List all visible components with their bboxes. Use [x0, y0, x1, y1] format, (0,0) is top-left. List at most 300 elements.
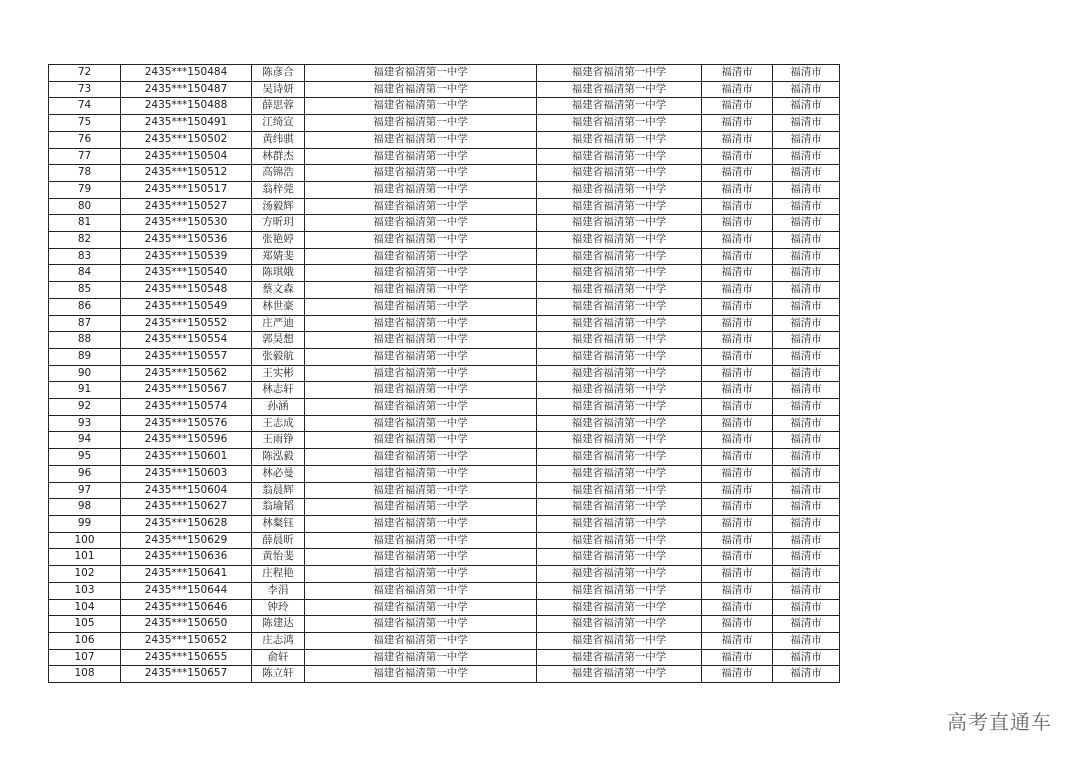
city-secondary-cell: 福清市 [773, 365, 840, 382]
school-cell: 福建省福清第一中学 [305, 549, 537, 566]
school-secondary-cell: 福建省福清第一中学 [537, 232, 702, 249]
exam-id-cell: 2435***150636 [121, 549, 252, 566]
city-secondary-cell: 福清市 [773, 165, 840, 182]
school-cell: 福建省福清第一中学 [305, 98, 537, 115]
city-secondary-cell: 福清市 [773, 465, 840, 482]
table-row [49, 549, 840, 566]
school-secondary-cell: 福建省福清第一中学 [537, 298, 702, 315]
school-cell: 福建省福清第一中学 [305, 81, 537, 98]
city-secondary-cell: 福清市 [773, 98, 840, 115]
student-name-cell: 李涓 [252, 582, 305, 599]
school-cell: 福建省福清第一中学 [305, 365, 537, 382]
city-secondary-cell: 福清市 [773, 632, 840, 649]
exam-id-cell: 2435***150628 [121, 515, 252, 532]
school-secondary-cell: 福建省福清第一中学 [537, 449, 702, 466]
serial-cell: 88 [49, 332, 121, 349]
table-row [49, 348, 840, 365]
school-cell: 福建省福清第一中学 [305, 432, 537, 449]
student-name-cell: 林志轩 [252, 382, 305, 399]
city-cell: 福清市 [702, 98, 773, 115]
city-cell: 福清市 [702, 515, 773, 532]
serial-cell: 85 [49, 282, 121, 299]
city-secondary-cell: 福清市 [773, 215, 840, 232]
city-cell: 福清市 [702, 282, 773, 299]
student-name-cell: 王实彬 [252, 365, 305, 382]
serial-cell: 97 [49, 482, 121, 499]
student-name-cell: 汤毅辉 [252, 198, 305, 215]
student-name-cell: 孙涵 [252, 399, 305, 416]
school-cell: 福建省福清第一中学 [305, 248, 537, 265]
city-cell: 福清市 [702, 582, 773, 599]
city-cell: 福清市 [702, 81, 773, 98]
city-cell: 福清市 [702, 399, 773, 416]
serial-cell: 102 [49, 566, 121, 583]
school-secondary-cell: 福建省福清第一中学 [537, 198, 702, 215]
school-secondary-cell: 福建省福清第一中学 [537, 382, 702, 399]
table-row [49, 515, 840, 532]
city-secondary-cell: 福清市 [773, 449, 840, 466]
student-name-cell: 陈琪娥 [252, 265, 305, 282]
city-cell: 福清市 [702, 382, 773, 399]
school-cell: 福建省福清第一中学 [305, 65, 537, 82]
school-cell: 福建省福清第一中学 [305, 515, 537, 532]
exam-id-cell: 2435***150627 [121, 499, 252, 516]
city-secondary-cell: 福清市 [773, 515, 840, 532]
school-secondary-cell: 福建省福清第一中学 [537, 499, 702, 516]
table-row [49, 65, 840, 82]
school-cell: 福建省福清第一中学 [305, 282, 537, 299]
school-cell: 福建省福清第一中学 [305, 232, 537, 249]
serial-cell: 81 [49, 215, 121, 232]
table-row [49, 332, 840, 349]
student-name-cell: 林必曼 [252, 465, 305, 482]
student-name-cell: 陈彦合 [252, 65, 305, 82]
city-cell: 福清市 [702, 649, 773, 666]
serial-cell: 98 [49, 499, 121, 516]
student-name-cell: 江绮宣 [252, 115, 305, 132]
exam-id-cell: 2435***150650 [121, 616, 252, 633]
student-name-cell: 庄志鸿 [252, 632, 305, 649]
table-row [49, 582, 840, 599]
city-cell: 福清市 [702, 181, 773, 198]
school-cell: 福建省福清第一中学 [305, 265, 537, 282]
school-secondary-cell: 福建省福清第一中学 [537, 148, 702, 165]
exam-id-cell: 2435***150540 [121, 265, 252, 282]
school-secondary-cell: 福建省福清第一中学 [537, 332, 702, 349]
school-cell: 福建省福清第一中学 [305, 131, 537, 148]
student-name-cell: 郭昊想 [252, 332, 305, 349]
table-row [49, 649, 840, 666]
school-cell: 福建省福清第一中学 [305, 382, 537, 399]
city-cell: 福清市 [702, 465, 773, 482]
school-secondary-cell: 福建省福清第一中学 [537, 465, 702, 482]
city-secondary-cell: 福清市 [773, 348, 840, 365]
school-secondary-cell: 福建省福清第一中学 [537, 482, 702, 499]
city-secondary-cell: 福清市 [773, 399, 840, 416]
student-name-cell: 俞轩 [252, 649, 305, 666]
table-row [49, 632, 840, 649]
student-name-cell: 庄程艳 [252, 566, 305, 583]
city-secondary-cell: 福清市 [773, 332, 840, 349]
exam-id-cell: 2435***150504 [121, 148, 252, 165]
city-cell: 福清市 [702, 566, 773, 583]
exam-id-cell: 2435***150652 [121, 632, 252, 649]
student-name-cell: 薛晨昕 [252, 532, 305, 549]
city-secondary-cell: 福清市 [773, 549, 840, 566]
school-cell: 福建省福清第一中学 [305, 499, 537, 516]
school-cell: 福建省福清第一中学 [305, 181, 537, 198]
city-cell: 福清市 [702, 666, 773, 683]
school-secondary-cell: 福建省福清第一中学 [537, 315, 702, 332]
city-secondary-cell: 福清市 [773, 265, 840, 282]
school-cell: 福建省福清第一中学 [305, 148, 537, 165]
exam-id-cell: 2435***150655 [121, 649, 252, 666]
table-row [49, 232, 840, 249]
school-secondary-cell: 福建省福清第一中学 [537, 549, 702, 566]
city-secondary-cell: 福清市 [773, 282, 840, 299]
serial-cell: 93 [49, 415, 121, 432]
city-cell: 福清市 [702, 131, 773, 148]
school-cell: 福建省福清第一中学 [305, 348, 537, 365]
city-cell: 福清市 [702, 449, 773, 466]
city-cell: 福清市 [702, 165, 773, 182]
serial-cell: 79 [49, 181, 121, 198]
school-cell: 福建省福清第一中学 [305, 465, 537, 482]
school-cell: 福建省福清第一中学 [305, 566, 537, 583]
city-secondary-cell: 福清市 [773, 566, 840, 583]
student-name-cell: 方昕玥 [252, 215, 305, 232]
school-secondary-cell: 福建省福清第一中学 [537, 248, 702, 265]
student-name-cell: 翁梓莞 [252, 181, 305, 198]
city-secondary-cell: 福清市 [773, 65, 840, 82]
serial-cell: 83 [49, 248, 121, 265]
exam-id-cell: 2435***150554 [121, 332, 252, 349]
school-cell: 福建省福清第一中学 [305, 582, 537, 599]
city-secondary-cell: 福清市 [773, 666, 840, 683]
serial-cell: 82 [49, 232, 121, 249]
city-cell: 福清市 [702, 432, 773, 449]
student-name-cell: 吴诗妍 [252, 81, 305, 98]
school-secondary-cell: 福建省福清第一中学 [537, 432, 702, 449]
school-secondary-cell: 福建省福清第一中学 [537, 599, 702, 616]
school-secondary-cell: 福建省福清第一中学 [537, 532, 702, 549]
exam-id-cell: 2435***150549 [121, 298, 252, 315]
city-secondary-cell: 福清市 [773, 432, 840, 449]
school-cell: 福建省福清第一中学 [305, 399, 537, 416]
table-row [49, 148, 840, 165]
serial-cell: 87 [49, 315, 121, 332]
city-cell: 福清市 [702, 298, 773, 315]
city-cell: 福清市 [702, 265, 773, 282]
student-name-cell: 钟玲 [252, 599, 305, 616]
exam-id-cell: 2435***150641 [121, 566, 252, 583]
serial-cell: 92 [49, 399, 121, 416]
table-row [49, 298, 840, 315]
student-name-cell: 张艳婷 [252, 232, 305, 249]
table-row [49, 616, 840, 633]
serial-cell: 95 [49, 449, 121, 466]
city-cell: 福清市 [702, 148, 773, 165]
serial-cell: 90 [49, 365, 121, 382]
city-cell: 福清市 [702, 315, 773, 332]
serial-cell: 86 [49, 298, 121, 315]
student-name-cell: 翁晨辉 [252, 482, 305, 499]
school-cell: 福建省福清第一中学 [305, 298, 537, 315]
roster-body [49, 65, 840, 683]
city-cell: 福清市 [702, 65, 773, 82]
school-secondary-cell: 福建省福清第一中学 [537, 666, 702, 683]
city-secondary-cell: 福清市 [773, 582, 840, 599]
table-row [49, 532, 840, 549]
table-row [49, 315, 840, 332]
city-cell: 福清市 [702, 549, 773, 566]
school-secondary-cell: 福建省福清第一中学 [537, 282, 702, 299]
school-cell: 福建省福清第一中学 [305, 215, 537, 232]
exam-id-cell: 2435***150548 [121, 282, 252, 299]
serial-cell: 91 [49, 382, 121, 399]
table-row [49, 449, 840, 466]
serial-cell: 108 [49, 666, 121, 683]
exam-id-cell: 2435***150562 [121, 365, 252, 382]
city-secondary-cell: 福清市 [773, 315, 840, 332]
table-row [49, 482, 840, 499]
table-row [49, 382, 840, 399]
school-secondary-cell: 福建省福清第一中学 [537, 415, 702, 432]
school-cell: 福建省福清第一中学 [305, 532, 537, 549]
exam-id-cell: 2435***150487 [121, 81, 252, 98]
table-row [49, 215, 840, 232]
serial-cell: 89 [49, 348, 121, 365]
school-cell: 福建省福清第一中学 [305, 649, 537, 666]
exam-id-cell: 2435***150517 [121, 181, 252, 198]
table-row [49, 499, 840, 516]
student-name-cell: 郑婧斐 [252, 248, 305, 265]
table-row [49, 432, 840, 449]
city-secondary-cell: 福清市 [773, 499, 840, 516]
city-secondary-cell: 福清市 [773, 148, 840, 165]
city-secondary-cell: 福清市 [773, 198, 840, 215]
table-row [49, 81, 840, 98]
school-secondary-cell: 福建省福清第一中学 [537, 65, 702, 82]
school-cell: 福建省福清第一中学 [305, 666, 537, 683]
serial-cell: 75 [49, 115, 121, 132]
exam-id-cell: 2435***150536 [121, 232, 252, 249]
school-secondary-cell: 福建省福清第一中学 [537, 616, 702, 633]
serial-cell: 103 [49, 582, 121, 599]
student-name-cell: 林粲钰 [252, 515, 305, 532]
city-secondary-cell: 福清市 [773, 181, 840, 198]
school-cell: 福建省福清第一中学 [305, 165, 537, 182]
student-name-cell: 王志成 [252, 415, 305, 432]
table-row [49, 599, 840, 616]
exam-id-cell: 2435***150574 [121, 399, 252, 416]
exam-id-cell: 2435***150527 [121, 198, 252, 215]
city-cell: 福清市 [702, 616, 773, 633]
exam-id-cell: 2435***150512 [121, 165, 252, 182]
school-secondary-cell: 福建省福清第一中学 [537, 98, 702, 115]
city-secondary-cell: 福清市 [773, 599, 840, 616]
serial-cell: 106 [49, 632, 121, 649]
school-secondary-cell: 福建省福清第一中学 [537, 265, 702, 282]
student-name-cell: 翁瑜韬 [252, 499, 305, 516]
school-secondary-cell: 福建省福清第一中学 [537, 81, 702, 98]
city-cell: 福清市 [702, 348, 773, 365]
table-row [49, 181, 840, 198]
exam-id-cell: 2435***150502 [121, 131, 252, 148]
watermark-text: 高考直通车 [947, 710, 1052, 734]
exam-id-cell: 2435***150646 [121, 599, 252, 616]
school-secondary-cell: 福建省福清第一中学 [537, 566, 702, 583]
student-name-cell: 王雨铮 [252, 432, 305, 449]
exam-id-cell: 2435***150491 [121, 115, 252, 132]
school-secondary-cell: 福建省福清第一中学 [537, 365, 702, 382]
exam-id-cell: 2435***150629 [121, 532, 252, 549]
school-secondary-cell: 福建省福清第一中学 [537, 215, 702, 232]
table-row [49, 666, 840, 683]
table-row [49, 365, 840, 382]
city-cell: 福清市 [702, 482, 773, 499]
school-cell: 福建省福清第一中学 [305, 449, 537, 466]
student-name-cell: 陈泓毅 [252, 449, 305, 466]
student-name-cell: 蔡文森 [252, 282, 305, 299]
serial-cell: 78 [49, 165, 121, 182]
school-secondary-cell: 福建省福清第一中学 [537, 399, 702, 416]
school-secondary-cell: 福建省福清第一中学 [537, 165, 702, 182]
serial-cell: 72 [49, 65, 121, 82]
city-secondary-cell: 福清市 [773, 81, 840, 98]
table-row [49, 165, 840, 182]
serial-cell: 99 [49, 515, 121, 532]
city-cell: 福清市 [702, 248, 773, 265]
school-cell: 福建省福清第一中学 [305, 599, 537, 616]
exam-id-cell: 2435***150488 [121, 98, 252, 115]
serial-cell: 74 [49, 98, 121, 115]
city-secondary-cell: 福清市 [773, 131, 840, 148]
city-secondary-cell: 福清市 [773, 382, 840, 399]
serial-cell: 94 [49, 432, 121, 449]
city-secondary-cell: 福清市 [773, 115, 840, 132]
table-row [49, 282, 840, 299]
school-secondary-cell: 福建省福清第一中学 [537, 181, 702, 198]
school-cell: 福建省福清第一中学 [305, 198, 537, 215]
school-secondary-cell: 福建省福清第一中学 [537, 115, 702, 132]
serial-cell: 100 [49, 532, 121, 549]
school-cell: 福建省福清第一中学 [305, 332, 537, 349]
exam-id-cell: 2435***150601 [121, 449, 252, 466]
school-secondary-cell: 福建省福清第一中学 [537, 632, 702, 649]
table-row [49, 98, 840, 115]
student-name-cell: 林群杰 [252, 148, 305, 165]
table-row [49, 265, 840, 282]
table-row [49, 465, 840, 482]
exam-id-cell: 2435***150567 [121, 382, 252, 399]
student-name-cell: 林世豪 [252, 298, 305, 315]
student-name-cell: 陈立轩 [252, 666, 305, 683]
exam-id-cell: 2435***150644 [121, 582, 252, 599]
exam-id-cell: 2435***150604 [121, 482, 252, 499]
city-cell: 福清市 [702, 215, 773, 232]
student-name-cell: 陈建达 [252, 616, 305, 633]
student-name-cell: 黄怡斐 [252, 549, 305, 566]
exam-id-cell: 2435***150552 [121, 315, 252, 332]
table-row [49, 566, 840, 583]
table-row [49, 115, 840, 132]
city-secondary-cell: 福清市 [773, 616, 840, 633]
exam-id-cell: 2435***150596 [121, 432, 252, 449]
school-cell: 福建省福清第一中学 [305, 482, 537, 499]
school-cell: 福建省福清第一中学 [305, 315, 537, 332]
school-cell: 福建省福清第一中学 [305, 415, 537, 432]
serial-cell: 84 [49, 265, 121, 282]
exam-id-cell: 2435***150657 [121, 666, 252, 683]
student-name-cell: 庄严迪 [252, 315, 305, 332]
table-row [49, 198, 840, 215]
school-secondary-cell: 福建省福清第一中学 [537, 131, 702, 148]
serial-cell: 107 [49, 649, 121, 666]
serial-cell: 96 [49, 465, 121, 482]
city-cell: 福清市 [702, 599, 773, 616]
serial-cell: 80 [49, 198, 121, 215]
city-secondary-cell: 福清市 [773, 649, 840, 666]
city-cell: 福清市 [702, 332, 773, 349]
table-row [49, 415, 840, 432]
serial-cell: 73 [49, 81, 121, 98]
roster-sheet [48, 64, 839, 683]
exam-id-cell: 2435***150557 [121, 348, 252, 365]
city-secondary-cell: 福清市 [773, 248, 840, 265]
table-row [49, 131, 840, 148]
city-cell: 福清市 [702, 532, 773, 549]
city-secondary-cell: 福清市 [773, 532, 840, 549]
school-secondary-cell: 福建省福清第一中学 [537, 515, 702, 532]
school-cell: 福建省福清第一中学 [305, 632, 537, 649]
school-cell: 福建省福清第一中学 [305, 616, 537, 633]
exam-id-cell: 2435***150576 [121, 415, 252, 432]
student-name-cell: 薛思蓉 [252, 98, 305, 115]
exam-id-cell: 2435***150603 [121, 465, 252, 482]
table-row [49, 399, 840, 416]
exam-id-cell: 2435***150530 [121, 215, 252, 232]
city-cell: 福清市 [702, 632, 773, 649]
serial-cell: 77 [49, 148, 121, 165]
student-name-cell: 高锦浩 [252, 165, 305, 182]
student-name-cell: 张毅航 [252, 348, 305, 365]
school-secondary-cell: 福建省福清第一中学 [537, 348, 702, 365]
school-secondary-cell: 福建省福清第一中学 [537, 649, 702, 666]
city-secondary-cell: 福清市 [773, 415, 840, 432]
city-cell: 福清市 [702, 499, 773, 516]
school-cell: 福建省福清第一中学 [305, 115, 537, 132]
city-cell: 福清市 [702, 415, 773, 432]
city-cell: 福清市 [702, 365, 773, 382]
serial-cell: 104 [49, 599, 121, 616]
exam-id-cell: 2435***150539 [121, 248, 252, 265]
serial-cell: 105 [49, 616, 121, 633]
city-cell: 福清市 [702, 115, 773, 132]
city-cell: 福清市 [702, 198, 773, 215]
school-secondary-cell: 福建省福清第一中学 [537, 582, 702, 599]
city-cell: 福清市 [702, 232, 773, 249]
serial-cell: 76 [49, 131, 121, 148]
table-row [49, 248, 840, 265]
roster-table [48, 64, 840, 683]
serial-cell: 101 [49, 549, 121, 566]
exam-id-cell: 2435***150484 [121, 65, 252, 82]
student-name-cell: 黄纬骐 [252, 131, 305, 148]
city-secondary-cell: 福清市 [773, 298, 840, 315]
city-secondary-cell: 福清市 [773, 232, 840, 249]
city-secondary-cell: 福清市 [773, 482, 840, 499]
